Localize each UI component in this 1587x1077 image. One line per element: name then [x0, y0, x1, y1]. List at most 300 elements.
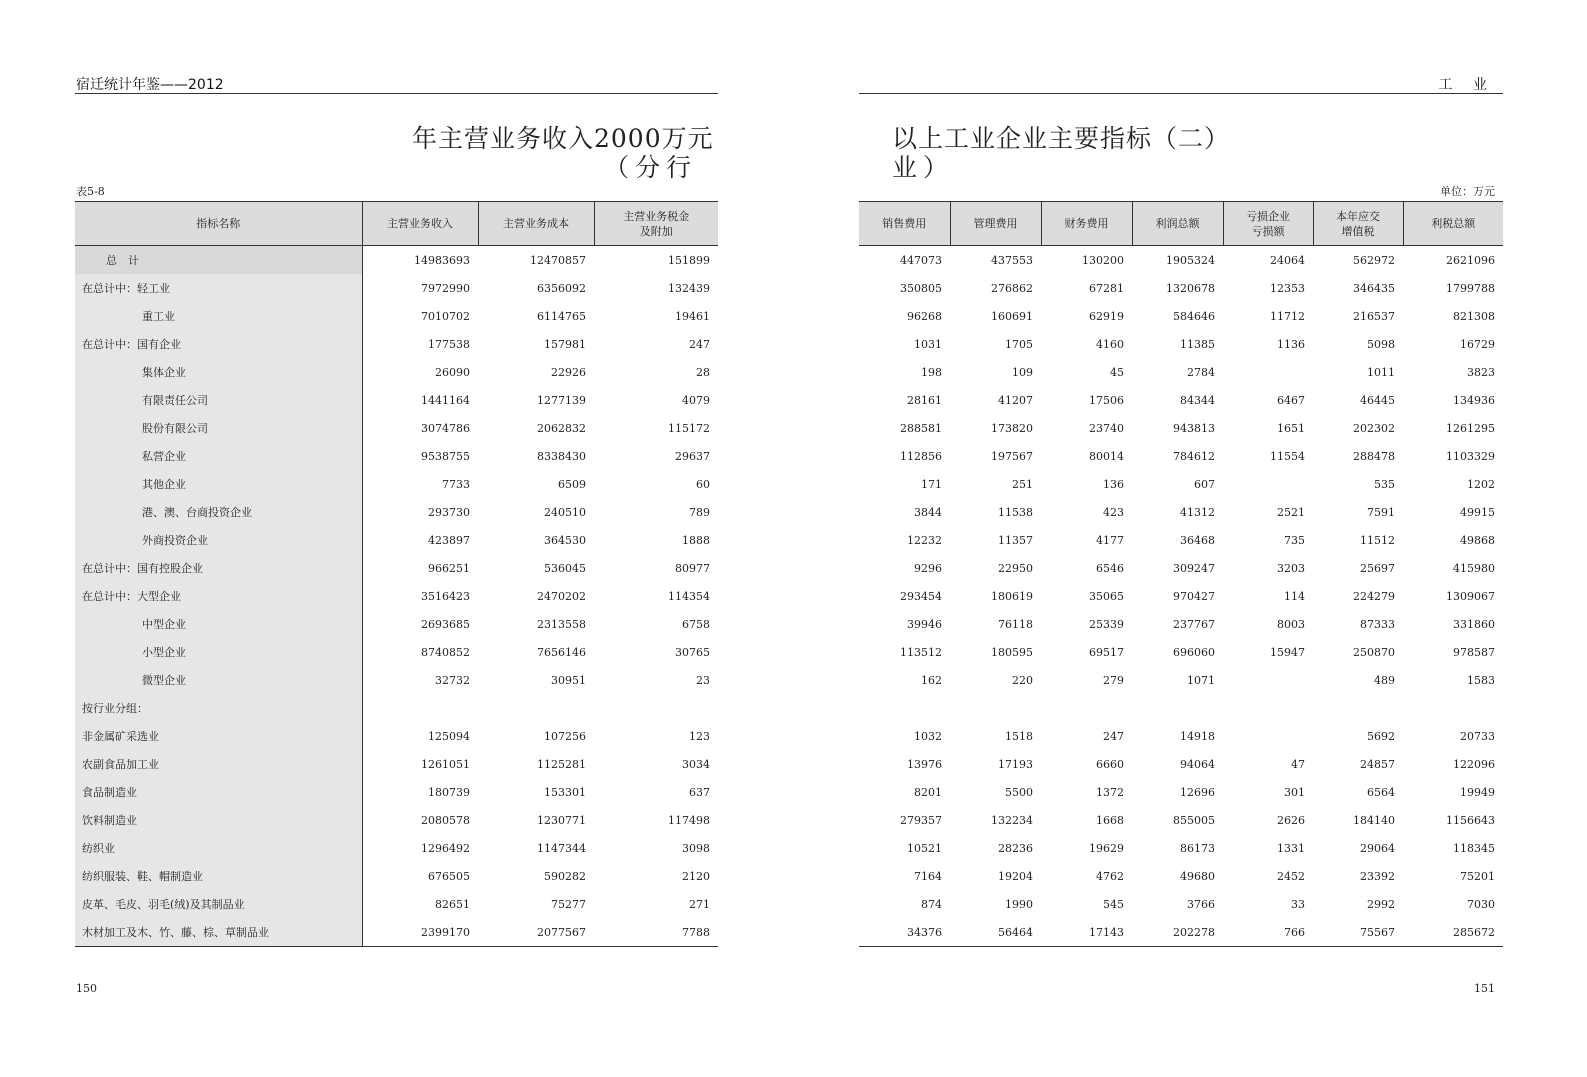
table-cell: 82651 [435, 897, 470, 911]
table-row [859, 890, 1503, 918]
table-cell: 33 [1291, 897, 1305, 911]
table-cell [950, 694, 1041, 722]
table-row [75, 498, 718, 526]
table-cell: 943813 [1173, 421, 1215, 435]
table-row [75, 666, 718, 694]
table-cell: 19461 [675, 309, 710, 323]
table-cell: 237767 [1173, 617, 1215, 631]
table-cell [1041, 694, 1132, 722]
table-cell: 301 [1284, 785, 1305, 799]
table-row [75, 358, 718, 386]
table-row [75, 554, 718, 582]
table-cell: 1651 [1277, 421, 1305, 435]
table-cell: 5500 [1005, 785, 1033, 799]
table-cell: 1202 [1467, 477, 1495, 491]
table-row [859, 750, 1503, 778]
table-cell: 75277 [551, 897, 586, 911]
table-cell: 30765 [675, 645, 710, 659]
table-cell: 696060 [1173, 645, 1215, 659]
row-label: 中型企业 [75, 610, 362, 638]
page-number-right: 151 [1474, 982, 1495, 995]
table-cell: 970427 [1173, 589, 1215, 603]
table-cell [1403, 694, 1503, 722]
table-cell: 177538 [428, 337, 470, 351]
row-label: 私营企业 [75, 442, 362, 470]
right-column-header: 本年应交 增值税 [1313, 202, 1403, 246]
table-cell: 4160 [1096, 337, 1124, 351]
table-cell: 1125281 [537, 757, 586, 771]
row-label: 非金属矿采选业 [75, 722, 362, 750]
table-cell: 735 [1284, 533, 1305, 547]
table-cell: 134936 [1453, 393, 1495, 407]
table-row [75, 638, 718, 666]
table-cell: 180595 [991, 645, 1033, 659]
table-cell: 94064 [1180, 757, 1215, 771]
table-row [859, 554, 1503, 582]
table-cell: 14983693 [414, 253, 470, 267]
row-label: 木材加工及木、竹、藤、棕、草制品业 [75, 918, 362, 947]
table-row [859, 274, 1503, 302]
table-cell: 276862 [991, 281, 1033, 295]
table-cell: 251 [1012, 477, 1033, 491]
table-cell: 202302 [1353, 421, 1395, 435]
table-cell: 9538755 [421, 449, 470, 463]
table-cell: 584646 [1173, 309, 1215, 323]
table-cell: 545 [1103, 897, 1124, 911]
table-row [75, 302, 718, 330]
table-cell: 536045 [544, 561, 586, 575]
table-cell: 966251 [428, 561, 470, 575]
table-cell: 216537 [1353, 309, 1395, 323]
table-row [75, 890, 718, 918]
table-cell: 76118 [998, 617, 1033, 631]
table-cell: 2470202 [537, 589, 586, 603]
table-cell: 279357 [900, 813, 942, 827]
table-row [859, 526, 1503, 554]
table-cell: 1668 [1096, 813, 1124, 827]
table-cell: 1071 [1187, 673, 1215, 687]
left-column-header: 主营业务税金 及附加 [594, 202, 718, 246]
running-header-right: 工 业 [1438, 77, 1495, 93]
right-column-header: 销售费用 [859, 202, 950, 246]
row-label: 饮料制造业 [75, 806, 362, 834]
table-cell: 80977 [675, 561, 710, 575]
table-cell: 8201 [914, 785, 942, 799]
table-row [859, 722, 1503, 750]
table-cell: 117498 [668, 813, 710, 827]
table-cell: 49680 [1180, 869, 1215, 883]
table-cell: 49868 [1460, 533, 1495, 547]
table-cell: 293730 [428, 505, 470, 519]
table-cell: 5692 [1367, 729, 1395, 743]
table-row [75, 862, 718, 890]
table-cell: 1331 [1277, 841, 1305, 855]
table-cell: 4762 [1096, 869, 1124, 883]
table-cell: 19949 [1460, 785, 1495, 799]
table-cell: 115172 [668, 421, 710, 435]
table-cell: 80014 [1089, 449, 1124, 463]
table-cell: 47 [1291, 757, 1305, 771]
table-cell: 350805 [900, 281, 942, 295]
table-cell: 12696 [1180, 785, 1215, 799]
table-cell: 171 [921, 477, 942, 491]
row-label: 按行业分组： [75, 694, 362, 722]
table-cell: 590282 [544, 869, 586, 883]
table-cell: 7164 [914, 869, 942, 883]
table-cell: 2621096 [1446, 253, 1495, 267]
table-cell: 8003 [1277, 617, 1305, 631]
right-column-header: 财务费用 [1041, 202, 1132, 246]
table-cell: 17193 [998, 757, 1033, 771]
table-cell: 32732 [435, 673, 470, 687]
table-cell: 87333 [1360, 617, 1395, 631]
table-cell: 75201 [1460, 869, 1495, 883]
title-left-line2: （分行 [604, 153, 698, 182]
table-cell: 23392 [1360, 869, 1395, 883]
right-column-header: 管理费用 [950, 202, 1041, 246]
table-cell: 160691 [991, 309, 1033, 323]
table-cell: 855005 [1173, 813, 1215, 827]
table-cell: 3203 [1277, 561, 1305, 575]
table-cell: 13976 [907, 757, 942, 771]
row-label: 皮革、毛皮、羽毛(绒)及其制品业 [75, 890, 362, 918]
row-label: 纺织服装、鞋、帽制造业 [75, 862, 362, 890]
title-right-line1: 以上工业企业主要指标（二） [892, 124, 1231, 153]
table-cell: 1031 [914, 337, 942, 351]
table-cell: 173820 [991, 421, 1033, 435]
table-cell: 26090 [435, 365, 470, 379]
table-cell: 8740852 [421, 645, 470, 659]
table-cell: 130200 [1082, 253, 1124, 267]
table-cell: 17506 [1089, 393, 1124, 407]
table-cell: 28236 [998, 841, 1033, 855]
table-cell: 3823 [1467, 365, 1495, 379]
row-label: 外商投资企业 [75, 526, 362, 554]
table-row [859, 470, 1503, 498]
table-cell: 1136 [1277, 337, 1305, 351]
table-cell: 1583 [1467, 673, 1495, 687]
table-cell: 1705 [1005, 337, 1033, 351]
table-row [75, 442, 718, 470]
table-cell: 437553 [991, 253, 1033, 267]
table-cell: 12470857 [530, 253, 586, 267]
table-cell: 293454 [900, 589, 942, 603]
table-cell: 2080578 [421, 813, 470, 827]
table-cell: 250870 [1353, 645, 1395, 659]
table-row [859, 358, 1503, 386]
table-cell: 10521 [907, 841, 942, 855]
table-row [859, 834, 1503, 862]
table-cell: 56464 [998, 925, 1033, 939]
row-label: 其他企业 [75, 470, 362, 498]
table-cell: 34376 [907, 925, 942, 939]
table-row [75, 918, 718, 947]
table-cell: 1799788 [1446, 281, 1495, 295]
table-cell: 2784 [1187, 365, 1215, 379]
table-cell: 69517 [1089, 645, 1124, 659]
table-cell [1223, 358, 1313, 386]
table-cell: 3074786 [421, 421, 470, 435]
table-cell: 288581 [900, 421, 942, 435]
table-cell: 9296 [914, 561, 942, 575]
table-cell: 3766 [1187, 897, 1215, 911]
table-cell: 11538 [998, 505, 1033, 519]
table-cell: 180619 [991, 589, 1033, 603]
table-cell: 279 [1103, 673, 1124, 687]
table-row [75, 582, 718, 610]
table-cell: 220 [1012, 673, 1033, 687]
table-cell: 28 [696, 365, 710, 379]
table-cell: 1147344 [537, 841, 586, 855]
table-row [75, 526, 718, 554]
table-cell: 1011 [1367, 365, 1395, 379]
table-cell: 8338430 [537, 449, 586, 463]
row-label: 重工业 [75, 302, 362, 330]
table-cell: 29064 [1360, 841, 1395, 855]
table-cell: 346435 [1353, 281, 1395, 295]
right-column-header: 利润总额 [1132, 202, 1223, 246]
table-cell: 3034 [682, 757, 710, 771]
table-cell: 821308 [1453, 309, 1495, 323]
table-cell: 288478 [1353, 449, 1395, 463]
table-cell: 12232 [907, 533, 942, 547]
table-cell: 2399170 [421, 925, 470, 939]
table-row [859, 806, 1503, 834]
table-cell: 123 [689, 729, 710, 743]
table-row [859, 666, 1503, 694]
left-table [75, 201, 718, 947]
table-cell: 676505 [428, 869, 470, 883]
table-cell: 535 [1374, 477, 1395, 491]
table-cell: 5098 [1367, 337, 1395, 351]
table-cell: 180739 [428, 785, 470, 799]
table-cell: 84344 [1180, 393, 1215, 407]
table-cell: 2693685 [421, 617, 470, 631]
table-cell: 11554 [1270, 449, 1305, 463]
table-row [859, 610, 1503, 638]
table-cell: 874 [921, 897, 942, 911]
row-label: 纺织业 [75, 834, 362, 862]
title-left-line1: 年主营业务收入2000万元 [412, 124, 714, 153]
table-cell: 60 [696, 477, 710, 491]
table-cell: 607 [1194, 477, 1215, 491]
row-label: 在总计中：大型企业 [75, 582, 362, 610]
table-cell: 29637 [675, 449, 710, 463]
row-label: 农副食品加工业 [75, 750, 362, 778]
table-cell: 247 [1103, 729, 1124, 743]
table-cell: 28161 [907, 393, 942, 407]
row-label: 总 计 [75, 246, 362, 275]
table-cell: 2626 [1277, 813, 1305, 827]
table-cell [1223, 666, 1313, 694]
table-cell: 41312 [1180, 505, 1215, 519]
table-cell [1223, 722, 1313, 750]
table-cell: 24064 [1270, 253, 1305, 267]
table-cell: 1518 [1005, 729, 1033, 743]
table-cell: 1261051 [421, 757, 470, 771]
table-cell: 11357 [998, 533, 1033, 547]
table-cell: 25697 [1360, 561, 1395, 575]
table-cell: 12353 [1270, 281, 1305, 295]
table-cell: 1230771 [537, 813, 586, 827]
table-cell: 114354 [668, 589, 710, 603]
table-cell: 1320678 [1166, 281, 1215, 295]
table-cell: 157981 [544, 337, 586, 351]
table-cell: 1990 [1005, 897, 1033, 911]
table-cell: 19629 [1089, 841, 1124, 855]
table-cell: 789 [689, 505, 710, 519]
table-cell: 784612 [1173, 449, 1215, 463]
table-cell: 423 [1103, 505, 1124, 519]
table-cell: 96268 [907, 309, 942, 323]
table-cell [1223, 694, 1313, 722]
table-cell: 16729 [1460, 337, 1495, 351]
table-cell: 11385 [1180, 337, 1215, 351]
table-cell: 198 [921, 365, 942, 379]
table-row [75, 722, 718, 750]
table-row [75, 778, 718, 806]
table-cell: 75567 [1360, 925, 1395, 939]
table-cell: 22926 [551, 365, 586, 379]
right-column-header: 亏损企业 亏损额 [1223, 202, 1313, 246]
table-cell: 62919 [1089, 309, 1124, 323]
table-cell: 7030 [1467, 897, 1495, 911]
table-cell: 7591 [1367, 505, 1395, 519]
table-cell: 113512 [900, 645, 942, 659]
table-cell: 4079 [682, 393, 710, 407]
table-cell: 15947 [1270, 645, 1305, 659]
table-cell: 118345 [1453, 841, 1495, 855]
table-cell: 197567 [991, 449, 1033, 463]
table-cell: 67281 [1089, 281, 1124, 295]
table-row [859, 638, 1503, 666]
table-cell [1223, 470, 1313, 498]
table-cell [1132, 694, 1223, 722]
table-cell: 1277139 [537, 393, 586, 407]
table-row [859, 498, 1503, 526]
page-number-left: 150 [76, 982, 97, 995]
table-cell: 114 [1284, 589, 1305, 603]
table-cell: 562972 [1353, 253, 1395, 267]
table-row [859, 582, 1503, 610]
table-cell: 11712 [1270, 309, 1305, 323]
table-cell: 35065 [1089, 589, 1124, 603]
table-cell: 1103329 [1446, 449, 1495, 463]
table-row [75, 750, 718, 778]
table-row [859, 918, 1503, 947]
table-cell: 1261295 [1446, 421, 1495, 435]
table-row [75, 694, 718, 722]
table-cell: 1441164 [421, 393, 470, 407]
table-cell: 132234 [991, 813, 1033, 827]
table-cell: 112856 [900, 449, 942, 463]
left-column-header: 主营业务收入 [362, 202, 478, 246]
table-cell: 153301 [544, 785, 586, 799]
table-cell: 978587 [1453, 645, 1495, 659]
table-cell: 136 [1103, 477, 1124, 491]
table-cell: 24857 [1360, 757, 1395, 771]
table-row [75, 274, 718, 302]
row-label: 在总计中：轻工业 [75, 274, 362, 302]
row-label: 集体企业 [75, 358, 362, 386]
row-label: 股份有限公司 [75, 414, 362, 442]
table-cell: 7656146 [537, 645, 586, 659]
unit-label: 单位：万元 [1440, 185, 1495, 198]
table-cell: 14918 [1180, 729, 1215, 743]
table-row [75, 834, 718, 862]
table-row [859, 246, 1503, 275]
table-cell: 25339 [1089, 617, 1124, 631]
left-page [0, 0, 793, 1077]
table-cell: 7010702 [421, 309, 470, 323]
table-cell [594, 694, 718, 722]
table-cell: 247 [689, 337, 710, 351]
row-label: 在总计中：国有企业 [75, 330, 362, 358]
table-cell: 6660 [1096, 757, 1124, 771]
table-cell: 3516423 [421, 589, 470, 603]
table-cell: 184140 [1353, 813, 1395, 827]
table-row [75, 610, 718, 638]
left-column-header: 主营业务成本 [478, 202, 594, 246]
table-cell: 285672 [1453, 925, 1495, 939]
table-cell: 1032 [914, 729, 942, 743]
table-cell: 6467 [1277, 393, 1305, 407]
table-cell: 6546 [1096, 561, 1124, 575]
table-cell [478, 694, 594, 722]
table-cell: 46445 [1360, 393, 1395, 407]
table-cell: 6509 [558, 477, 586, 491]
table-cell: 4177 [1096, 533, 1124, 547]
table-cell: 271 [689, 897, 710, 911]
table-cell: 1309067 [1446, 589, 1495, 603]
table-cell: 125094 [428, 729, 470, 743]
table-row [75, 386, 718, 414]
table-cell: 23740 [1089, 421, 1124, 435]
table-row [859, 694, 1503, 722]
table-cell [859, 694, 950, 722]
right-table [859, 201, 1503, 947]
table-row [75, 470, 718, 498]
title-right-line2: 业） [892, 153, 955, 182]
table-cell: 20733 [1460, 729, 1495, 743]
table-row [859, 442, 1503, 470]
table-cell: 1905324 [1166, 253, 1215, 267]
right-page [793, 0, 1587, 1077]
table-cell [362, 694, 478, 722]
table-row [75, 414, 718, 442]
table-cell: 122096 [1453, 757, 1495, 771]
table-cell: 1156643 [1446, 813, 1495, 827]
table-cell: 6564 [1367, 785, 1395, 799]
table-cell: 23 [696, 673, 710, 687]
table-cell: 202278 [1173, 925, 1215, 939]
table-cell: 2992 [1367, 897, 1395, 911]
right-column-header: 利税总额 [1403, 202, 1503, 246]
table-row [859, 862, 1503, 890]
table-cell: 2062832 [537, 421, 586, 435]
table-row [75, 246, 718, 275]
table-cell: 45 [1110, 365, 1124, 379]
table-cell: 109 [1012, 365, 1033, 379]
row-label: 在总计中：国有控股企业 [75, 554, 362, 582]
table-cell: 1888 [682, 533, 710, 547]
row-label: 有限责任公司 [75, 386, 362, 414]
table-cell: 7972990 [421, 281, 470, 295]
table-cell: 3844 [914, 505, 942, 519]
table-cell: 19204 [998, 869, 1033, 883]
table-cell: 7733 [442, 477, 470, 491]
table-cell: 2120 [682, 869, 710, 883]
